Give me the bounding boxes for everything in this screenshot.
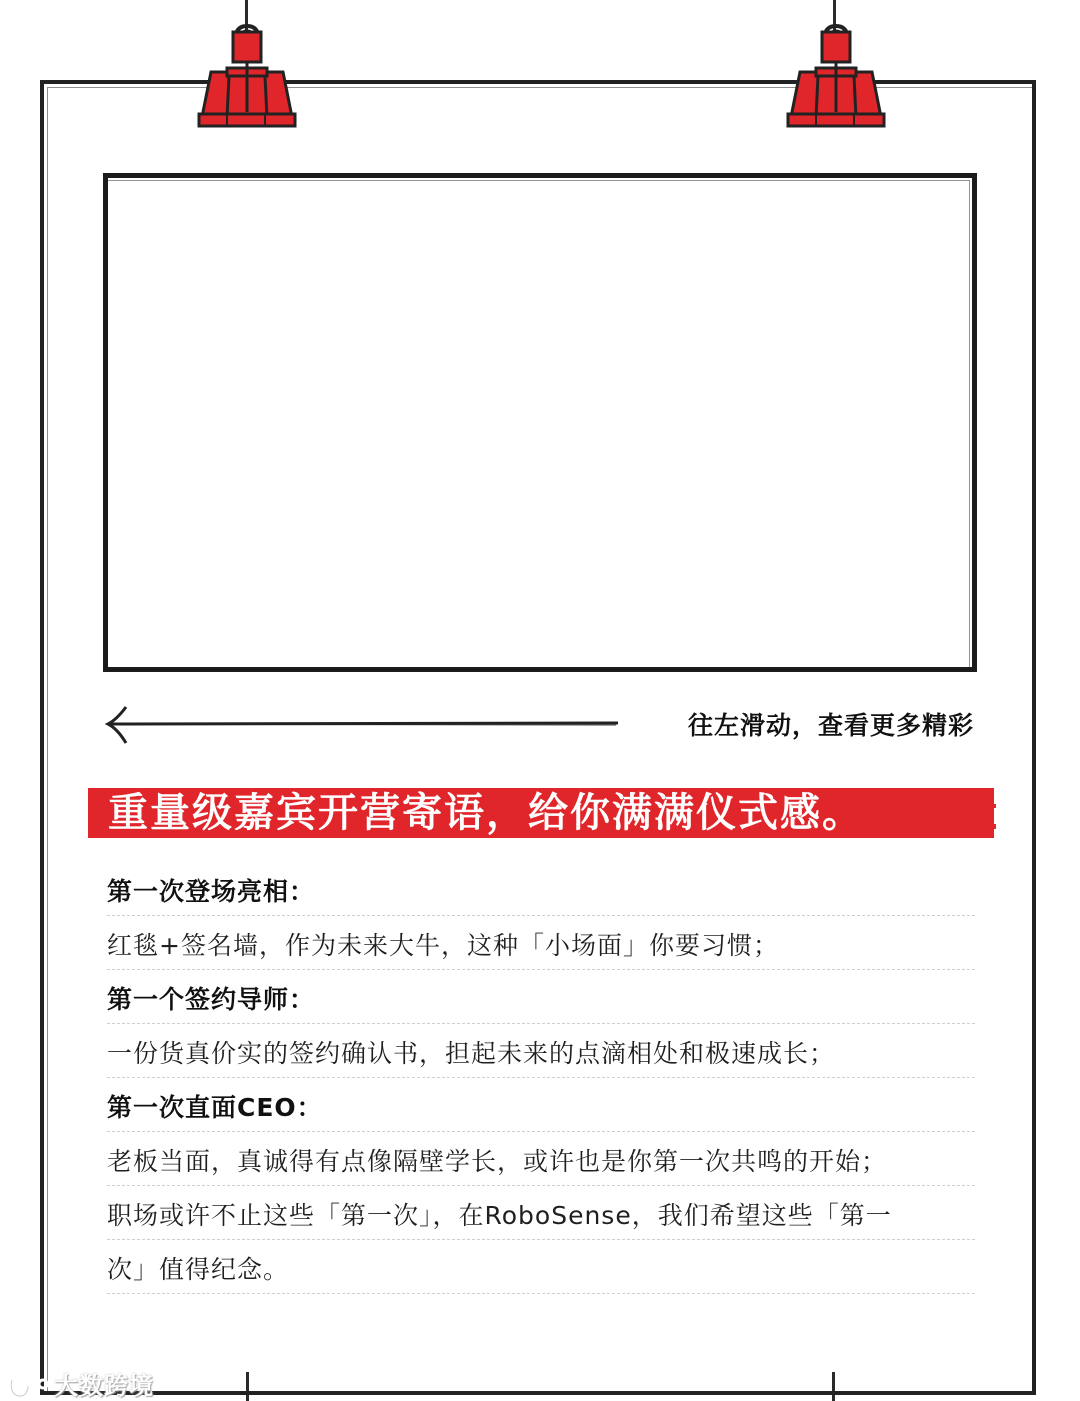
content-lines bbox=[107, 862, 975, 1294]
watermark bbox=[8, 1366, 154, 1401]
text-line-heading: 第一次直面CEO： bbox=[107, 1078, 975, 1132]
banner-title: 重量级嘉宾开营寄语，给你满满仪式感。 bbox=[108, 790, 864, 836]
text-line: 一份货真价实的签约确认书，担起未来的点滴相处和极速成长； bbox=[107, 1024, 975, 1078]
swipe-hint-text: 往左滑动，查看更多精彩 bbox=[687, 711, 974, 740]
watermark-text: 大数跨境 bbox=[54, 1372, 154, 1400]
binder-clip-icon bbox=[197, 0, 297, 130]
banner-brush-edge bbox=[980, 790, 996, 836]
text-line-heading: 第一次登场亮相： bbox=[107, 862, 975, 916]
text-line: 红毯+签名墙，作为未来大牛，这种「小场面」你要习惯； bbox=[107, 916, 975, 970]
text-line: 次」值得纪念。 bbox=[107, 1240, 975, 1294]
watermark-logo-icon bbox=[8, 1374, 48, 1400]
arrow-left-icon bbox=[104, 703, 626, 747]
text-line: 职场或许不止这些「第一次」，在RoboSense，我们希望这些「第一 bbox=[107, 1186, 975, 1240]
photo-frame bbox=[103, 173, 977, 672]
text-line-heading: 第一个签约导师： bbox=[107, 970, 975, 1024]
text-line: 老板当面，真诚得有点像隔壁学长，或许也是你第一次共鸣的开始； bbox=[107, 1132, 975, 1186]
binder-clip-icon bbox=[786, 0, 886, 130]
